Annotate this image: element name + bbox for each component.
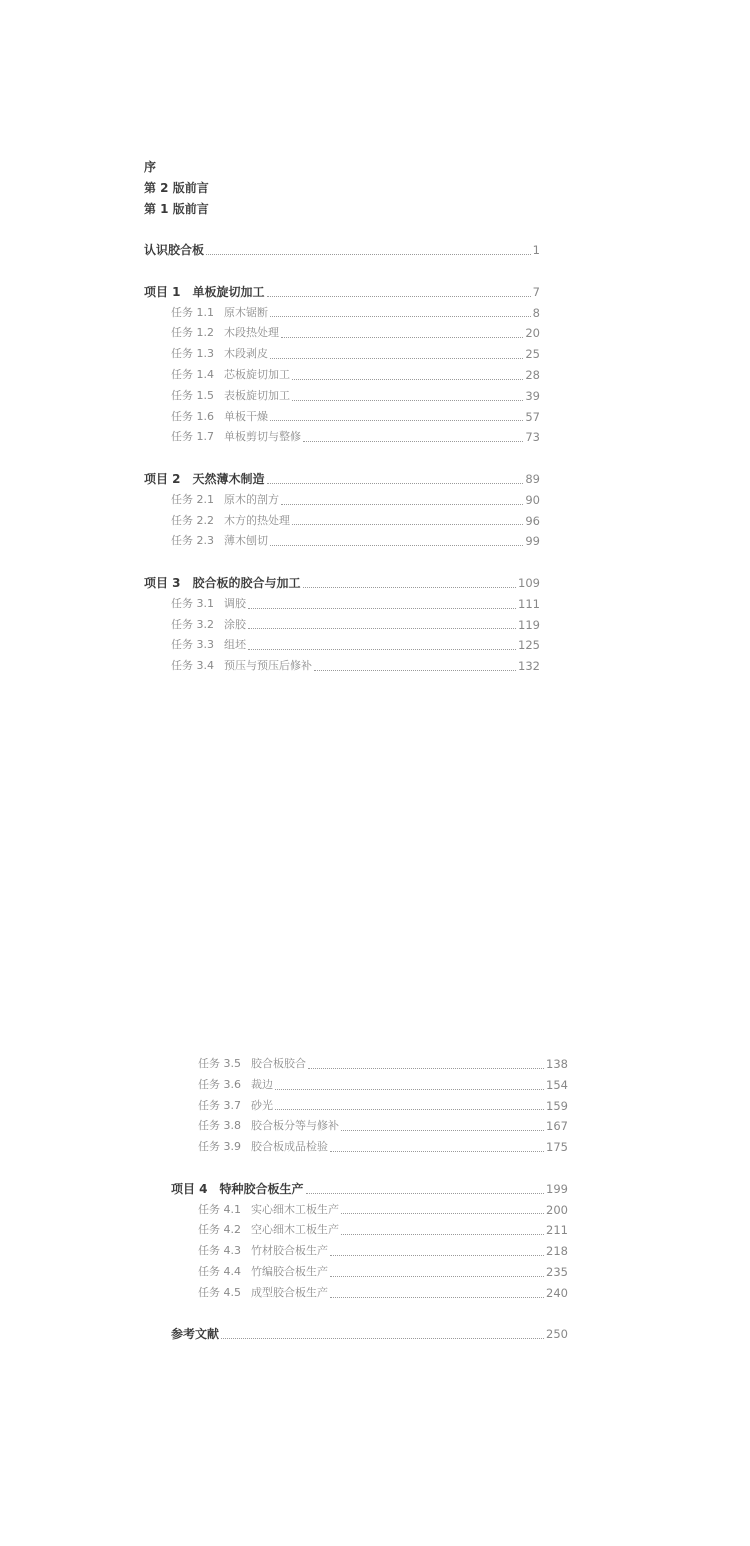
task-title: 组坯 (224, 638, 246, 652)
task-title: 木段热处理 (224, 326, 279, 340)
toc-task (171, 1241, 568, 1262)
toc-front-item (144, 199, 540, 220)
leader-dots (270, 315, 531, 317)
page-number: 89 (525, 471, 540, 486)
task-number: 任务 3.2 (171, 617, 214, 631)
toc-title: 第 2 版前言 (144, 180, 209, 195)
toc-project-1 (144, 282, 540, 303)
page-number: 8 (532, 305, 540, 320)
leader-dots (292, 523, 523, 525)
task-title: 空心细木工板生产 (251, 1223, 339, 1237)
leader-dots (270, 357, 523, 359)
task-number: 任务 1.3 (171, 347, 214, 361)
project-number: 项目 3 (144, 575, 181, 590)
task-number: 任务 2.2 (171, 513, 214, 527)
leader-dots (221, 1337, 544, 1339)
toc-task (144, 386, 540, 407)
leader-dots (267, 482, 524, 484)
leader-dots (306, 1192, 545, 1194)
task-title: 裁边 (251, 1077, 273, 1091)
leader-dots (270, 419, 523, 421)
task-title: 芯板旋切加工 (224, 367, 290, 381)
page-number: 167 (546, 1119, 568, 1134)
toc-task (144, 490, 540, 511)
task-title: 竹编胶合板生产 (251, 1264, 328, 1278)
page-number: 96 (525, 513, 540, 528)
page-number: 73 (525, 430, 540, 445)
page-number: 119 (518, 617, 540, 632)
page-number: 39 (525, 388, 540, 403)
leader-dots (248, 607, 516, 609)
toc-task (144, 427, 540, 448)
toc-task (171, 1054, 568, 1075)
task-number: 任务 3.3 (171, 638, 214, 652)
leader-dots (248, 648, 516, 650)
task-number: 任务 4.5 (198, 1285, 241, 1299)
toc-title: 参考文献 (171, 1327, 220, 1342)
leader-dots (270, 544, 523, 546)
toc-title: 第 1 版前言 (144, 201, 209, 216)
page-number: 154 (546, 1077, 568, 1092)
page-number: 28 (525, 367, 540, 382)
task-number: 任务 4.3 (198, 1244, 241, 1258)
task-number: 任务 2.3 (171, 534, 214, 548)
leader-dots (330, 1150, 544, 1152)
toc-front-item (144, 157, 540, 178)
task-title: 原木的剖方 (224, 492, 279, 506)
task-number: 任务 3.6 (198, 1077, 241, 1091)
task-number: 任务 1.6 (171, 409, 214, 423)
leader-dots (308, 1067, 544, 1069)
page-number: 57 (525, 409, 540, 424)
task-title: 调胶 (224, 596, 246, 610)
task-number: 任务 1.5 (171, 388, 214, 402)
toc-intro (144, 240, 540, 261)
toc-task (144, 511, 540, 532)
toc-task (144, 365, 540, 386)
toc-title: 认识胶合板 (144, 243, 205, 258)
task-title: 单板剪切与整修 (224, 430, 301, 444)
leader-dots (281, 336, 523, 338)
task-title: 木方的热处理 (224, 513, 290, 527)
task-number: 任务 3.8 (198, 1119, 241, 1133)
task-number: 任务 2.1 (171, 492, 214, 506)
page-number: 90 (525, 492, 540, 507)
page-number: 20 (525, 326, 540, 341)
leader-dots (341, 1233, 544, 1235)
toc-block-2 (171, 1054, 568, 1345)
toc-task (171, 1283, 568, 1304)
toc-task (144, 594, 540, 615)
page-number: 240 (546, 1285, 568, 1300)
toc-references (171, 1324, 568, 1345)
page-number: 159 (546, 1098, 568, 1113)
page-number: 175 (546, 1140, 568, 1155)
project-title: 天然薄木制造 (192, 471, 265, 486)
toc-task (144, 323, 540, 344)
page-number: 200 (546, 1202, 568, 1217)
page-number: 138 (546, 1057, 568, 1071)
project-title: 单板旋切加工 (192, 284, 265, 299)
project-title: 特种胶合板生产 (219, 1181, 304, 1196)
task-title: 涂胶 (224, 617, 246, 631)
leader-dots (292, 378, 523, 380)
task-number: 任务 4.2 (198, 1223, 241, 1237)
task-title: 单板干燥 (224, 409, 268, 423)
task-number: 任务 1.4 (171, 367, 214, 381)
task-title: 砂光 (251, 1098, 273, 1112)
leader-dots (303, 586, 517, 588)
page-number: 109 (518, 575, 540, 590)
toc-block-1 (144, 157, 540, 677)
page-number: 211 (546, 1223, 568, 1238)
task-number: 任务 1.2 (171, 326, 214, 340)
task-title: 木段剥皮 (224, 347, 268, 361)
task-number: 任务 3.9 (198, 1140, 241, 1154)
page-number: 99 (525, 534, 540, 549)
project-number: 项目 4 (171, 1181, 208, 1196)
page-number: 25 (525, 347, 540, 362)
toc-task (171, 1200, 568, 1221)
task-number: 任务 4.4 (198, 1264, 241, 1278)
leader-dots (267, 295, 531, 297)
page-number: 7 (532, 284, 540, 299)
project-title: 胶合板的胶合与加工 (192, 575, 301, 590)
leader-dots (330, 1254, 544, 1256)
page-number: 1 (532, 243, 540, 258)
toc-task (171, 1137, 568, 1158)
leader-dots (275, 1088, 544, 1090)
toc-task (171, 1116, 568, 1137)
task-title: 胶合板成品检验 (251, 1140, 328, 1154)
task-title: 薄木刨切 (224, 534, 268, 548)
page-number: 199 (546, 1181, 568, 1196)
page-number: 250 (546, 1327, 568, 1342)
toc-task (144, 615, 540, 636)
task-number: 任务 1.7 (171, 430, 214, 444)
task-title: 原木锯断 (224, 305, 268, 319)
leader-dots (330, 1275, 544, 1277)
task-number: 任务 3.7 (198, 1098, 241, 1112)
leader-dots (281, 503, 523, 505)
toc-task (144, 344, 540, 365)
leader-dots (292, 399, 523, 401)
task-number: 任务 3.4 (171, 659, 214, 673)
leader-dots (206, 253, 531, 255)
page-number: 125 (518, 638, 540, 653)
toc-task (171, 1075, 568, 1096)
toc-title: 序 (144, 160, 157, 174)
leader-dots (314, 669, 516, 671)
leader-dots (275, 1108, 544, 1110)
toc-task (171, 1262, 568, 1283)
task-title: 竹材胶合板生产 (251, 1244, 328, 1258)
task-title: 预压与预压后修补 (224, 659, 312, 673)
task-title: 胶合板胶合 (251, 1057, 306, 1070)
leader-dots (303, 440, 523, 442)
task-title: 成型胶合板生产 (251, 1285, 328, 1299)
page-number: 235 (546, 1264, 568, 1279)
leader-dots (341, 1212, 544, 1214)
project-number: 项目 1 (144, 284, 181, 299)
task-number: 任务 3.1 (171, 596, 214, 610)
toc-task (144, 531, 540, 552)
page-number: 111 (518, 596, 540, 611)
toc-project-2 (144, 469, 540, 490)
page-number: 218 (546, 1244, 568, 1259)
task-number: 任务 1.1 (171, 305, 214, 319)
task-number: 任务 3.5 (198, 1057, 241, 1070)
task-title: 实心细木工板生产 (251, 1202, 339, 1216)
toc-project-4 (171, 1179, 568, 1200)
project-number: 项目 2 (144, 471, 181, 486)
toc-front-item (144, 178, 540, 199)
leader-dots (330, 1296, 544, 1298)
leader-dots (248, 627, 516, 629)
toc-task (144, 656, 540, 677)
task-number: 任务 4.1 (198, 1202, 241, 1216)
page-number: 132 (518, 659, 540, 674)
task-title: 胶合板分等与修补 (251, 1119, 339, 1133)
task-title: 表板旋切加工 (224, 388, 290, 402)
toc-task (171, 1220, 568, 1241)
toc-project-3 (144, 573, 540, 594)
leader-dots (341, 1129, 544, 1131)
toc-task (144, 635, 540, 656)
toc-task (144, 303, 540, 324)
toc-task (171, 1096, 568, 1117)
toc-task (144, 407, 540, 428)
